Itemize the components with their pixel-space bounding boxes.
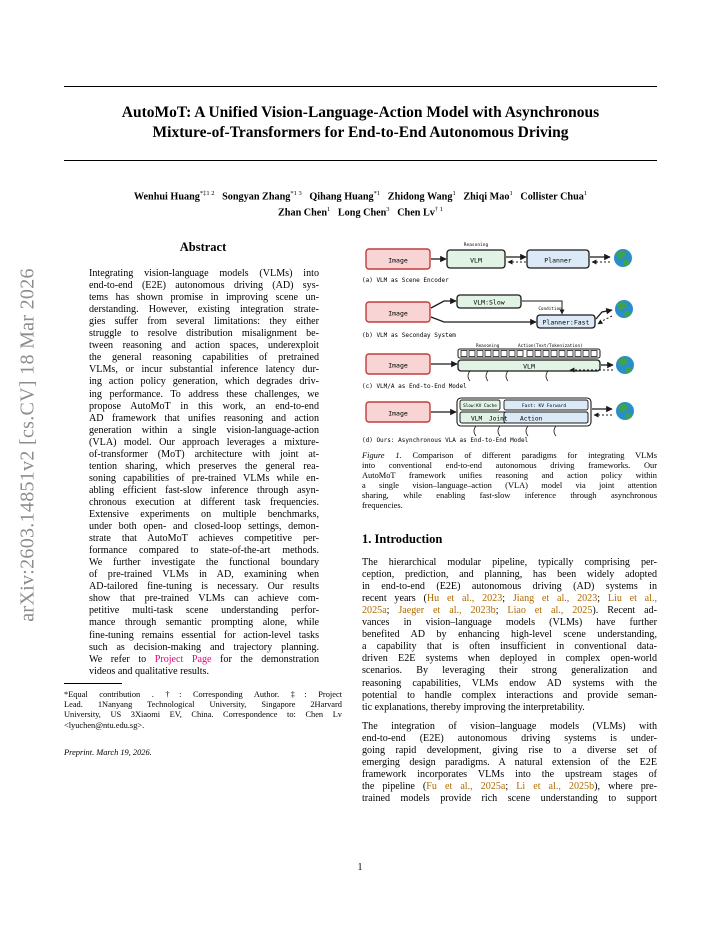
footnote-line: Lead. 1Nanyang Technological University, Singapore 2Harvard	[64, 700, 342, 710]
author-name: Zhidong Wang	[387, 191, 453, 203]
text-run: Comparison of different paradigms for integrating VLMs	[412, 451, 658, 460]
intro-heading: 1. Introduction	[362, 532, 443, 546]
paradigm-d	[362, 398, 634, 444]
abstract-line: show that pre-trained VLMs can achieve com-	[89, 593, 319, 605]
action-token-label: Action(Text/Tokenization)	[518, 344, 583, 349]
abstract-line: tention sharing, which preserves the general rea-	[89, 460, 319, 472]
author-list	[64, 187, 657, 220]
author-name: Songyan Zhang	[222, 191, 291, 203]
image-box-label: Image	[388, 361, 408, 370]
text-run: We refer to	[89, 653, 155, 665]
planner-fast-label: Planner:Fast	[542, 318, 590, 327]
citation-link[interactable]: Jiang et al., 2023	[512, 593, 598, 605]
citation-link[interactable]: Fu et al., 2025a	[426, 781, 506, 793]
caption-d: (d) Ours: Asynchronous VLA as End-to-End Model	[362, 437, 529, 444]
abstract-line: tween reasoning and action spaces, underexploit	[89, 340, 319, 352]
author-affil: 1	[452, 190, 456, 197]
title-bottom-rule	[64, 160, 657, 161]
text-run: for the demonstration	[211, 653, 319, 665]
abstract-line: generation within a single vision-language-action	[89, 424, 319, 436]
preprint-date: Preprint. March 19, 2026.	[64, 748, 152, 757]
caption-line	[362, 491, 657, 501]
citation-link[interactable]: Jaeger et al., 2023b	[398, 605, 496, 617]
citation-link[interactable]: Hu et al., 2023	[426, 593, 503, 605]
author-name: Chen Lv	[397, 207, 435, 219]
abstract-line: propose AutoMoT in this work, an end-to-end	[89, 400, 319, 412]
fast-kv-label: Fast: KV Forward	[521, 404, 567, 409]
paradigm-c	[362, 343, 634, 390]
paper-title-line-1: AutoMoT: A Unified Vision-Language-Action Model with Asynchronous	[121, 104, 600, 121]
abstract-line: petitive multi-task scene understanding perfor-	[89, 605, 319, 617]
intro-line: potential to handle complex interactions and provide seman-	[362, 689, 657, 701]
footnote-line: University, US 3Xiaomi EV, China. Correspondence to: Chen Lv	[64, 710, 342, 720]
author-affil: *1 3	[290, 190, 302, 197]
author-line-1	[64, 187, 657, 203]
caption-line	[362, 461, 657, 471]
abstract-line: AD-tailored fine-tuning is necessary. Our results	[89, 581, 319, 593]
image-box-label: Image	[388, 309, 408, 318]
abstract-line: the general reasoning capabilities of pretrained	[89, 352, 319, 364]
intro-line	[362, 593, 657, 605]
arxiv-stamp	[0, 250, 56, 640]
text-run: ;	[502, 593, 513, 605]
abstract-line: of pre-trained VLMs in AD, examining when	[89, 569, 319, 581]
abstract-line: soning capabilities of pre-trained VLMs while en-	[89, 472, 319, 484]
abstract-line: derstanding. However, existing integration strate-	[89, 304, 319, 316]
caption-line	[362, 501, 657, 511]
author-affil: 1	[509, 190, 513, 197]
vlm-slow-label: VLM:Slow	[473, 298, 505, 307]
abstract-line: of-transformer (MoT) architecture with joint at-	[89, 448, 319, 460]
intro-line: trained models provide rich scene understanding to support	[362, 793, 657, 805]
text-run: ;	[495, 605, 508, 617]
intro-line: benefited AD by enhancing high-level scene understanding,	[362, 629, 657, 641]
author-line-2	[64, 203, 657, 219]
citation-link[interactable]: 2025a	[362, 605, 387, 617]
joint-label: Joint	[489, 415, 508, 423]
abstract-line: strate that AutoMoT achieves competitive per-	[89, 533, 319, 545]
abstract-heading: Abstract	[179, 240, 227, 254]
vlm-box-label: VLM	[470, 256, 482, 265]
figure-label: Figure 1.	[362, 451, 413, 460]
intro-line: The hierarchical modular pipeline, typically comprising per-	[362, 557, 657, 568]
footnote-line: <lyuchen@ntu.edu.sg>.	[64, 720, 145, 730]
abstract-line: We further investigate the functional boundary	[89, 557, 319, 569]
intro-line: tic explanations, thereby improving the interpretability.	[362, 701, 585, 713]
author-affil: 1	[583, 190, 588, 197]
abstract-line: such as decision-making and trajectory planning.	[89, 641, 319, 653]
condition-label: Condition	[538, 307, 562, 312]
text-run: ). Recent ad-	[592, 605, 657, 617]
abstract-line: VLMs, or incur substantial inference latency dur-	[89, 364, 319, 376]
figure-1-diagram	[358, 240, 658, 448]
abstract-line: struggle to resolve distribution misalignment be-	[89, 328, 319, 340]
arxiv-stamp-text: arXiv:2603.14851v2 [cs.CV] 18 Mar 2026	[16, 268, 39, 622]
project-page-link[interactable]: Project Page	[154, 653, 212, 665]
caption-a: (a) VLM as Scene Encoder	[362, 277, 449, 284]
footnote-rule	[64, 683, 122, 684]
image-box-label: Image	[388, 409, 408, 418]
abstract-line: Extensive experiments on multiple benchmarks,	[89, 509, 319, 520]
author-name: Zhan Chen	[278, 207, 327, 219]
text-run: frequencies.	[362, 501, 403, 510]
text-run: AutoMoT framework unifies reasoning and action policy within	[362, 471, 657, 480]
caption-line	[362, 451, 657, 461]
intro-line: going rapid development, giving rise to a diverse set of	[362, 745, 657, 757]
intro-line: scenarios. By leveraging their strong generalization and	[362, 665, 657, 677]
text-run: a single vision–language–action (VLA) model via joint attention	[362, 481, 657, 490]
intro-line: ception, prediction, and planning, has been widely adopted	[362, 569, 657, 581]
abstract-line: Integrating vision-language models (VLMs) into	[89, 268, 319, 279]
author-name: Collister Chua	[520, 191, 584, 203]
caption-line	[362, 471, 657, 481]
abstract-line: fine-tuning remains essential for action-level tasks	[89, 629, 319, 641]
intro-line: reasoning capabilities, VLMs endow AD systems with the	[362, 677, 657, 689]
page-number: 1	[357, 862, 363, 873]
intro-line: vances in vision–language models (VLMs) have further	[362, 617, 657, 629]
intro-line: framework incorporates VLMs into the upstream stages of	[362, 769, 657, 781]
action-label: Action	[520, 415, 543, 423]
abstract-line: tems has shown promise in improving scene un-	[89, 292, 319, 304]
intro-line: driven E2E systems when deployed in complex open-world	[362, 653, 657, 665]
title-top-rule	[64, 86, 657, 87]
abstract-line: ing performance. To address these challenges, we	[89, 388, 319, 400]
author-affil: 1	[327, 206, 331, 214]
citation-link[interactable]: Li et al., 2025b	[516, 781, 595, 793]
author-affil: *1	[373, 190, 381, 197]
abstract-line: gies suffer from several limitations: they either	[89, 316, 319, 328]
intro-line	[362, 781, 657, 793]
intro-line: The integration of vision–language models (VLMs) with	[362, 721, 657, 732]
text-run: ;	[386, 605, 399, 617]
text-run: into conventional end-to-end autonomous driving frameworks. Our	[362, 461, 657, 470]
author-affil: *‡1 2	[199, 190, 215, 197]
paradigm-a	[362, 242, 632, 284]
abstract-line: under both open- and closed-loop settings, demon-	[89, 521, 319, 533]
token-row	[458, 349, 600, 358]
abstract-line: ing action policy generation, which degrades driv-	[89, 376, 319, 388]
intro-line: emerging design paradigms. A natural extension of the E2E	[362, 757, 657, 769]
abstract-line: AD framework that unifies reasoning and action	[89, 412, 319, 424]
abstract-line: videos and qualitative results.	[89, 665, 209, 677]
abstract-line: formance compared to state-of-the-art methods.	[89, 545, 319, 557]
paper-title-line-2: Mixture-of-Transformers for End-to-End Autonomous Driving	[152, 124, 569, 141]
citation-link[interactable]: Liu et al.,	[607, 593, 658, 605]
intro-line	[362, 605, 657, 617]
author-affil: 3	[386, 206, 390, 214]
text-run: recent years (	[362, 593, 427, 605]
planner-box-label: Planner	[544, 256, 572, 265]
citation-link[interactable]: Liao et al., 2025	[507, 605, 593, 617]
text-run: sharing, while enabling fast-slow inference through asynchronous	[362, 491, 657, 500]
text-run: ;	[597, 593, 608, 605]
caption-c: (c) VLM/A as End-to-End Model	[362, 383, 467, 390]
slow-kv-label: Slow:KV Cache	[463, 404, 497, 409]
vlm-box-label: VLM	[471, 415, 483, 423]
author-name: Wenhui Huang	[133, 191, 200, 203]
intro-line: end-to-end (E2E) autonomous driving systems is under-	[362, 733, 657, 745]
abstract-line: abling efficient fast-slow inference through asyn-	[89, 484, 319, 496]
paper-title	[64, 103, 657, 143]
paradigm-b	[362, 295, 633, 339]
reasoning-label: Reasoning	[476, 344, 500, 349]
author-name: Zhiqi Mao	[463, 191, 510, 203]
author-name: Qihang Huang	[309, 191, 374, 203]
abstract-line: end-to-end (E2E) autonomous driving (AD) sys-	[89, 280, 319, 292]
intro-line: in end-to-end (E2E) autonomous driving (AD) systems in	[362, 581, 657, 593]
caption-b: (b) VLM as Seconday System	[362, 332, 456, 339]
image-box-label: Image	[388, 256, 408, 265]
abstract-line	[89, 654, 319, 666]
abstract-line: chronous execution at different task frequencies.	[89, 496, 319, 508]
author-affil: † 1	[434, 206, 443, 214]
caption-line	[362, 481, 657, 491]
intro-line: a capability that is often insufficient in conventional data-	[362, 641, 657, 653]
text-run: ), where pre-	[594, 781, 658, 793]
author-name: Long Chen	[337, 207, 387, 219]
vlm-box-label: VLM	[523, 362, 535, 371]
text-run: ;	[505, 781, 517, 793]
reasoning-label: Reasoning	[463, 243, 489, 248]
text-run: the pipeline (	[362, 781, 427, 793]
abstract-line: (VLA) model. Our approach leverages a mixture-	[89, 436, 319, 448]
abstract-line: mance through semantic prompting alone, while	[89, 617, 319, 629]
footnote-line: *Equal contribution . †: Corresponding Author. ‡: Project	[64, 690, 342, 699]
